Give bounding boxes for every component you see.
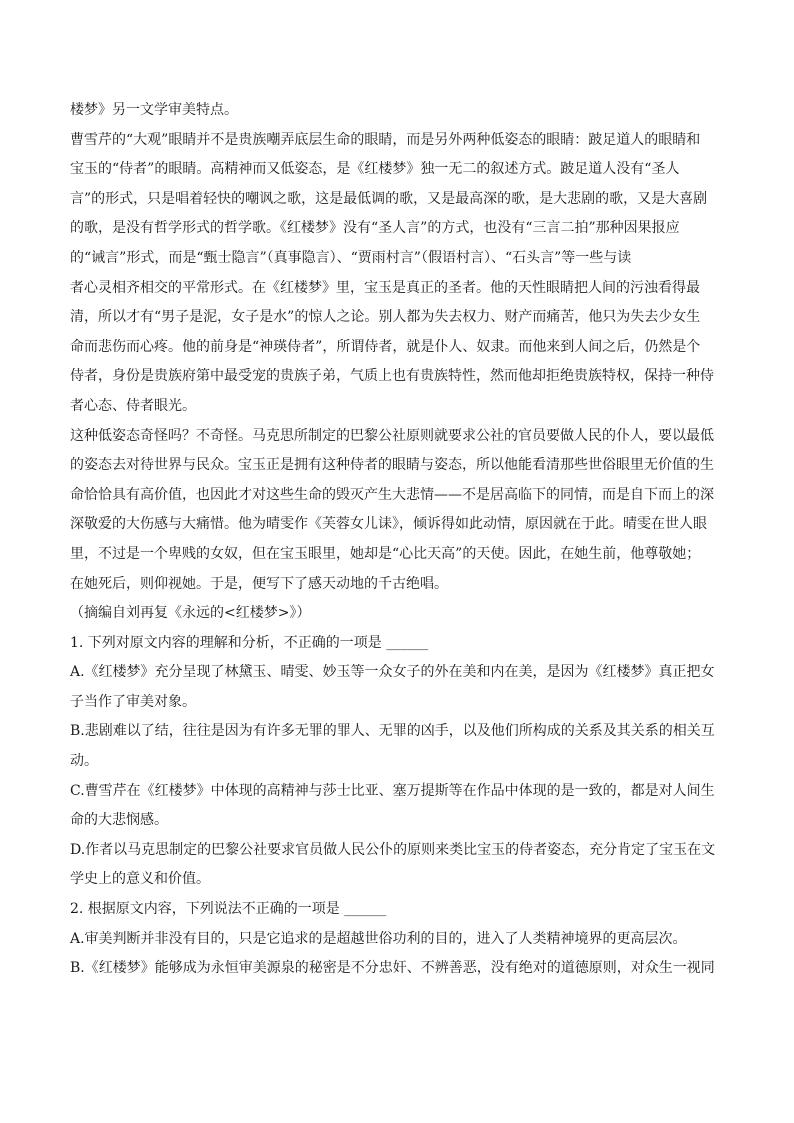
- text-line: 里，不过是一个卑贱的女奴，但在宝玉眼里，她却是“心比天高”的天使。因此，在她生前，他尊敬她；: [70, 545, 701, 562]
- text-line: 言”的形式，只是唱着轻快的嘲讽之歌，这是最低调的歌，又是最高深的歌，是大悲剧的歌，又是大喜剧: [70, 190, 708, 207]
- question-2-option-a: A.审美判断并非没有目的，只是它追求的是超越世俗功利的目的，进入了人类精神境界的更高层次。: [70, 930, 687, 947]
- text-line: 宝玉的“侍者”的眼睛。高精神而又低姿态，是《红楼梦》独一无二的叙述方式。跛足道人没有“圣人: [70, 161, 680, 178]
- question-1-option-c-cont: 命的大悲悯感。: [70, 812, 168, 829]
- question-1-option-c: C.曹雪芹在《红楼梦》中体现的高精神与莎士比亚、塞万提斯等在作品中体现的是一致的，都是对人间生: [70, 782, 715, 799]
- question-1-option-a: A.《红楼梦》充分呈现了林黛玉、晴雯、妙玉等一众女子的外在美和内在美，是因为《红楼梦》真正把女: [70, 664, 715, 681]
- text-line: 这种低姿态奇怪吗？不奇怪。马克思所制定的巴黎公社原则就要求公社的官员要做人民的仆人，要以最低: [70, 427, 714, 444]
- question-1-option-d-cont: 学史上的意义和价值。: [70, 871, 210, 888]
- text-line: 者心灵相齐相交的平常形式。在《红楼梦》里，宝玉是真正的圣者。他的天性眼睛把人间的污浊看得最: [70, 279, 700, 296]
- document-page: [70, 96, 722, 984]
- text-line: 在她死后，则仰视她。于是，便写下了感天动地的千古绝唱。: [70, 575, 448, 592]
- text-line: 清，所以才有“男子是泥，女子是水”的惊人之论。别人都为失去权力、财产而痛苦，他只为失去少女生: [70, 309, 701, 326]
- question-1-option-d: D.作者以马克思制定的巴黎公社要求官员做人民公仆的原则来类比宝玉的侍者姿态，充分肯定了宝玉在文: [70, 841, 716, 858]
- text-line: 的“诫言”形式，而是“甄士隐言”（真事隐言）、“贾雨村言”（假语村言）、“石头言”等一些与读: [70, 249, 632, 266]
- text-line: 命而悲伤而心疼。他的前身是“神瑛侍者”，所谓侍者，就是仆人、奴隶。而他来到人间之后，仍然是个: [70, 338, 701, 355]
- question-1-option-a-cont: 子当作了审美对象。: [70, 693, 196, 710]
- question-1-option-b-cont: 动。: [70, 753, 98, 770]
- text-line: 侍者，身份是贵族府第中最受宠的贵族子弟，气质上也有贵族特性，然而他却拒绝贵族特权，保持一种侍: [70, 368, 714, 385]
- text-line: 命恰恰具有高价值，也因此才对这些生命的毁灭产生大悲情——不是居高临下的同情，而是自下而上的深: [70, 486, 714, 503]
- text-line: 的姿态去对待世界与民众。宝玉正是拥有这种侍者的眼睛与姿态，所以他能看清那些世俗眼里无价值的生: [70, 457, 714, 474]
- text-line: 深敬爱的大伤感与大痛惜。他为晴雯作《芙蓉女儿诔》，倾诉得如此动情，原因就在于此。晴雯在世人眼: [70, 516, 707, 533]
- text-line: 的歌，是没有哲学形式的哲学歌。《红楼梦》没有“圣人言”的方式，也没有“三言二拍”那种因果报应: [70, 220, 680, 237]
- question-1-option-b: B.悲剧难以了结，往往是因为有许多无罪的罪人、无罪的凶手，以及他们所构成的关系及其关系的相关互: [70, 723, 715, 740]
- text-line: 者心态、侍者眼光。: [70, 397, 196, 414]
- question-2-option-b: B.《红楼梦》能够成为永恒审美源泉的秘密是不分忠奸、不辨善恶，没有绝对的道德原则，对众生一视同: [70, 960, 715, 977]
- text-line: 曹雪芹的“大观”眼睛并不是贵族嘲弄底层生命的眼睛，而是另外两种低姿态的眼睛：跛足道人的眼睛和: [70, 131, 701, 148]
- question-1-stem: 1. 下列对原文内容的理解和分析，不正确的一项是 ______: [70, 634, 429, 651]
- text-line: 楼梦》另一文学审美特点。: [70, 102, 238, 118]
- source-citation: （摘编自刘再复《永远的<红楼梦>》）: [70, 605, 311, 622]
- question-2-stem: 2. 根据原文内容，下列说法不正确的一项是 ______: [70, 901, 387, 918]
